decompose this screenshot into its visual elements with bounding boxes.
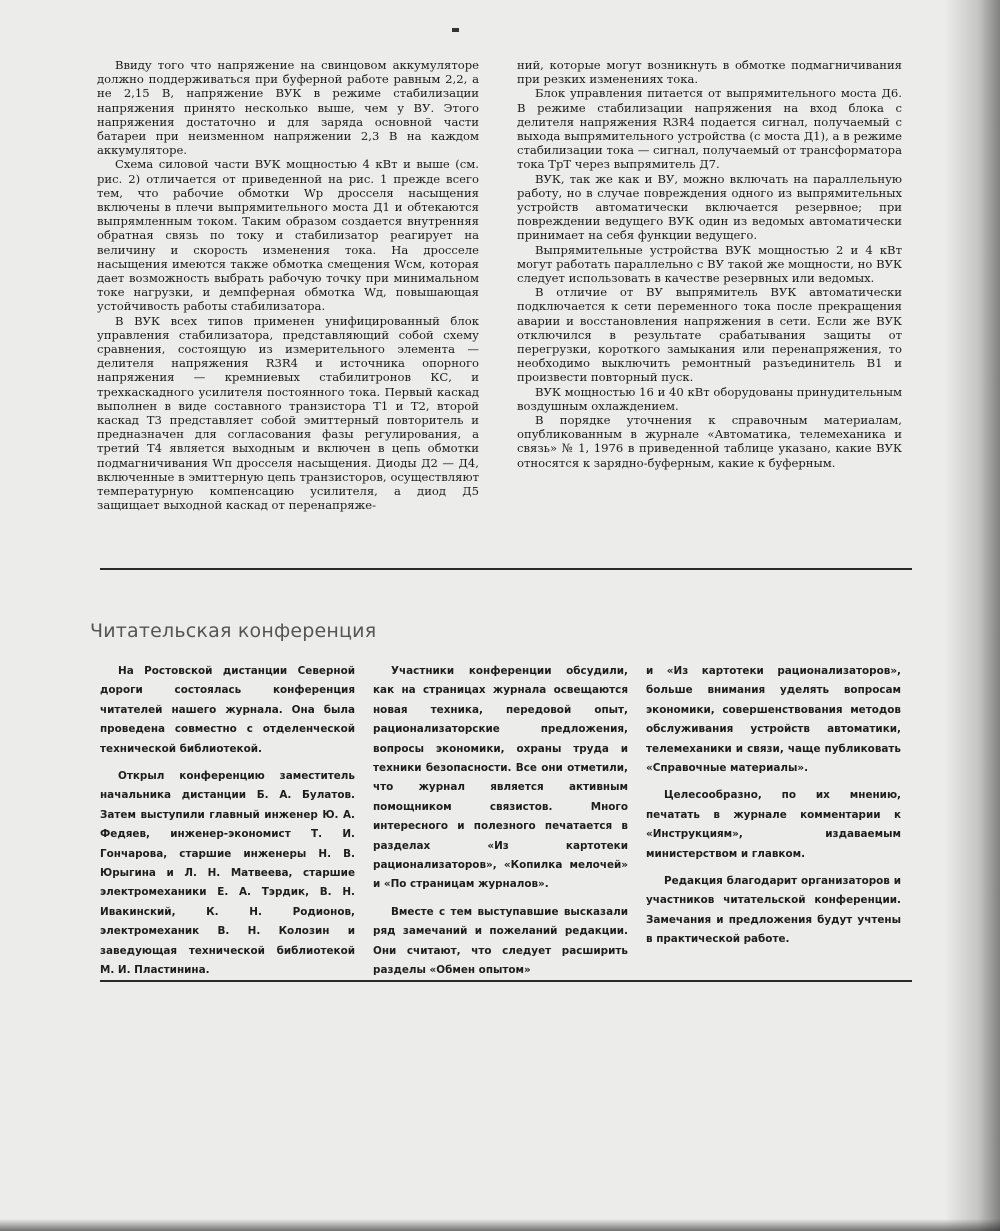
conference-paragraph: На Ростовской дистанции Северной дороги состоялась конференция читателей нашего журнала. Она была проведена совместно с отделенческой технической библиотекой. (100, 665, 355, 755)
article-paragraph: Ввиду того что напряжение на свинцовом аккумуляторе должно поддерживаться при буферной работе равным 2,2, а не 2,15 В, напряжение ВУК в режиме стабилизации напряжения принято несколько выше, чем у ВУ. Этого напряжения достаточно и для заряда основной части батареи при неизменном напряжении 2,3 В на каждом аккумуляторе. (97, 58, 479, 158)
print-mark (452, 28, 459, 32)
conference-paragraph: и «Из картотеки рационализаторов», больше внимания уделять вопросам экономики, совершенствования методов обслуживания устройств автоматики, телемеханики и связи, чаще публиковать «Справочные материалы». (646, 665, 901, 775)
conference-paragraph: Участники конференции обсудили, как на страницах журнала освещаются новая техника, передовой опыт, рационализаторские предложения, вопросы экономики, охраны труда и техники безопасности. Все они отметили, что журнал является активным помощником связистов. Много интересного и полезного печатается в разделах «Из картотеки рационализаторов», «Копилка мелочей» и «По страницам журналов». (373, 665, 628, 891)
conference-paragraph: Редакция благодарит организаторов и участников читательской конференции. Замечания и предложения будут учтены в практической работе. (646, 875, 901, 946)
article-paragraph: Блок управления питается от выпрямительного моста Д6. В режиме стабилизации напряжения на вход блока с делителя напряжения R3R4 подается сигнал, получаемый с выхода выпрямительного устройства (с моста Д1), а в режиме стабилизации тока — сигнал, получаемый от трансформатора тока ТрТ через выпрямитель Д7. (517, 86, 902, 172)
conference-paragraph: Вместе с тем выступавшие высказали ряд замечаний и пожеланий редакции. Они считают, что следует расширить разделы «Обмен опытом» (373, 905, 628, 977)
page-bottom-shadow (0, 1219, 1000, 1231)
section-heading: Читательская конференция (90, 620, 377, 642)
conference-paragraph: Целесообразно, по их мнению, печатать в журнале комментарии к «Инструкциям», издаваемым министерством и главком. (646, 789, 901, 860)
page-edge-shadow (945, 0, 1000, 1231)
article-paragraph: В порядке уточнения к справочным материалам, опубликованным в журнале «Автоматика, телемеханика и связь» № 1, 1976 в приведенной таблице указано, какие ВУК относятся к зарядно-буферным, какие к буферным. (517, 413, 902, 470)
article-paragraph: Выпрямительные устройства ВУК мощностью 2 и 4 кВт могут работать параллельно с ВУ такой же мощности, но ВУК следует использовать в качестве резервных или ведомых. (517, 242, 902, 286)
article-paragraph: В отличие от ВУ выпрямитель ВУК автоматически подключается к сети переменного тока после прекращения аварии и восстановления напряжения в сети. Если же ВУК отключился в результате срабатывания защиты от перегрузки, короткого замыкания или перенапряжения, то необходимо выключить ремонтный разъединитель В1 и произвести повторный пуск. (517, 285, 902, 385)
article-paragraph: ВУК, так же как и ВУ, можно включать на параллельную работу, но в случае повреждения одного из выпрямительных устройств автоматически включается резервное; при повреждении ведущего ВУК один из ведомых автоматически принимает на себя функции ведущего. (517, 171, 902, 243)
article-column-right (517, 58, 902, 470)
section-divider (100, 980, 912, 982)
article-paragraph: В ВУК всех типов применен унифицированный блок управления стабилизатора, представляющий собой схему сравнения, состоящую из измерительного элемента — делителя напряжения R3R4 и источника опорного напряжения — кремниевых стабилитронов КС, и трехкаскадного усилителя постоянного тока. Первый каскад выполнен в виде составного транзистора Т1 и Т2, второй каскад Т3 представляет собой эмиттерный повторитель и предназначен для согласования фазы регулирования, а третий Т4 является выходным и включен в цепь обмотки подмагничивания Wп дросселя насыщения. Диоды Д2 — Д4, включенные в эмиттерную цепь транзисторов, осуществляют температурную компенсацию усилителя, а диод Д5 защищает выходной каскад от перенапряже- (97, 313, 479, 513)
article-column-left (97, 58, 479, 513)
article-paragraph: Схема силовой части ВУК мощностью 4 кВт и выше (см. рис. 2) отличается от приведенной на рис. 1 прежде всего тем, что рабочие обмотки Wр дросселя насыщения включены в плечи выпрямительного моста Д1 и обтекаются выпрямленным током. Таким образом создается внутренняя обратная связь по току и стабилизатор реагирует на величину и скорость изменения тока. На дросселе насыщения имеются также обмотка смещения Wсм, которая дает возможность выбрать рабочую точку при минимальном токе нагрузки, и демпферная обмотка Wд, повышающая устойчивость работы стабилизатора. (97, 157, 479, 314)
conference-column-2 (373, 662, 628, 989)
section-divider (100, 568, 912, 570)
article-paragraph: ний, которые могут возникнуть в обмотке подмагничивания при резких изменениях тока. (517, 58, 902, 87)
conference-column-3 (646, 662, 901, 958)
article-paragraph: ВУК мощностью 16 и 40 кВт оборудованы принудительным воздушным охлаждением. (517, 384, 902, 413)
conference-paragraph: Открыл конференцию заместитель начальника дистанции Б. А. Булатов. Затем выступили главный инженер Ю. А. Федяев, инженер-экономист Т. И. Гончарова, старшие инженеры Н. В. Юрыгина и Л. Н. Матвеева, старшие электромеханики Е. А. Тэрдик, В. Н. Ивакинский, К. Н. Родионов, электромеханик В. Н. Колозин и заведующая технической библиотекой М. И. Пластинина. (100, 770, 355, 977)
conference-column-1 (100, 662, 355, 989)
